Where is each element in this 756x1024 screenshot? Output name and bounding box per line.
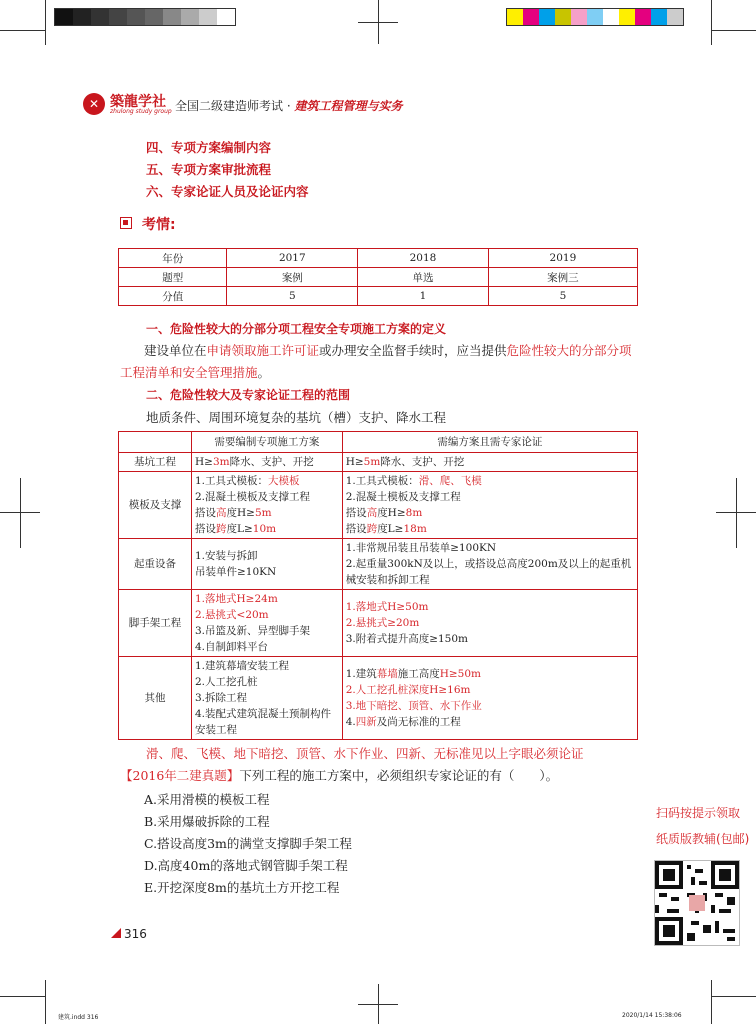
table-cell: 1.安装与拆卸 吊装单件≥10KN — [192, 539, 343, 590]
brand-subtitle: zhulong study group — [110, 108, 172, 115]
crop-mark — [45, 0, 46, 45]
table-header — [119, 432, 192, 453]
category-cell: 模板及支撑 — [119, 472, 192, 539]
table-cell: H≥5m降水、支护、开挖 — [342, 453, 637, 472]
table-row — [119, 539, 638, 590]
table-row — [119, 453, 638, 472]
brand-logo-icon: ✕ — [83, 93, 105, 115]
table-header: 需要编制专项施工方案 — [192, 432, 343, 453]
category-cell: 脚手架工程 — [119, 590, 192, 657]
header-title — [175, 97, 402, 114]
qr-prompt-line2: 纸质版教辅(包邮) — [656, 832, 750, 846]
table-row — [119, 287, 638, 306]
section-heading: 二、危险性较大及专家论证工程的范围 — [146, 388, 351, 402]
table-cell: 1.非常规吊装且吊装单≥100KN 2.起重量300kN及以上，或搭设总高度200m及以上的起重机械安装和拆卸工程 — [342, 539, 637, 590]
table-cell: 年份 — [119, 249, 227, 268]
table-cell: 1.工具式模板：大模板 2.混凝土模板及支撑工程 搭设高度H≥5m 搭设跨度L≥10m — [192, 472, 343, 539]
table-row — [119, 268, 638, 287]
table-cell: 1.建筑幕墙施工高度H≥50m 2.人工挖孔桩深度H≥16m 3.地下暗挖、顶管、水下作业 4.四新及尚无标准的工程 — [342, 657, 637, 740]
crop-mark — [711, 0, 712, 45]
crop-mark — [0, 30, 45, 31]
exam-stats-table — [118, 248, 638, 306]
page-marker-icon — [111, 928, 121, 938]
option-item: A.采用滑模的模板工程 — [144, 792, 270, 807]
table-cell: 题型 — [119, 268, 227, 287]
table-cell: H≥3m降水、支护、开挖 — [192, 453, 343, 472]
kaoqing-label: 考情: — [142, 217, 176, 233]
option-item: E.开挖深度8m的基坑土方开挖工程 — [144, 880, 340, 895]
crop-mark — [711, 996, 756, 997]
registration-mark — [358, 22, 398, 23]
table-header-row — [119, 432, 638, 453]
table-cell: 案例 — [227, 268, 358, 287]
section-subtitle: 地质条件、周围环境复杂的基坑（槽）支护、降水工程 — [146, 410, 447, 425]
table-row — [119, 472, 638, 539]
category-cell: 起重设备 — [119, 539, 192, 590]
table-cell: 2018 — [358, 249, 489, 268]
option-item: D.高度40m的落地式钢管脚手架工程 — [144, 858, 348, 873]
registration-mark — [358, 1004, 398, 1005]
toc-item: 五、专项方案审批流程 — [146, 162, 272, 177]
crop-mark — [0, 996, 45, 997]
table-cell: 1 — [358, 287, 489, 306]
question-stem: 【2016年二建真题】下列工程的施工方案中，必须组织专家论证的有（ ）。 — [120, 768, 559, 783]
table-cell: 1.工具式模板：滑、爬、飞模 2.混凝土模板及支撑工程 搭设高度H≥8m 搭设跨度L≥18m — [342, 472, 637, 539]
header-exam: 全国二级建造师考试 · — [175, 99, 291, 113]
option-item: B.采用爆破拆除的工程 — [144, 814, 270, 829]
table-cell: 单选 — [358, 268, 489, 287]
qr-code-icon[interactable] — [654, 860, 740, 946]
table-row — [119, 249, 638, 268]
footer-file: 建筑.indd 316 — [58, 1014, 99, 1021]
brand-name: 築龍学社 — [110, 94, 166, 110]
table-cell: 案例三 — [488, 268, 637, 287]
footer-timestamp: 2020/1/14 15:38:06 — [622, 1012, 682, 1019]
table-cell: 2019 — [488, 249, 637, 268]
section-marker-icon — [120, 217, 132, 229]
table-cell: 分值 — [119, 287, 227, 306]
table-cell: 5 — [488, 287, 637, 306]
toc-item: 四、专项方案编制内容 — [146, 140, 272, 155]
qr-prompt-line1: 扫码按提示领取 — [656, 806, 741, 820]
table-header: 需编方案且需专家论证 — [342, 432, 637, 453]
crop-mark — [45, 980, 46, 1024]
table-cell: 1.建筑幕墙安装工程 2.人工挖孔桩 3.拆除工程 4.装配式建筑混凝土预制构件安装工程 — [192, 657, 343, 740]
crop-mark — [711, 980, 712, 1024]
question-tag: 【2016年二建真题】 — [120, 768, 240, 783]
registration-mark — [736, 478, 737, 548]
section-heading: 一、危险性较大的分部分项工程安全专项施工方案的定义 — [146, 322, 447, 336]
table-cell: 1.落地式H≥24m 2.悬挑式<20m 3.吊篮及新、异型脚手架 4.自制卸料平台 — [192, 590, 343, 657]
table-cell: 5 — [227, 287, 358, 306]
header-subject: 建筑工程管理与实务 — [294, 99, 403, 113]
toc-item: 六、专家论证人员及论证内容 — [146, 184, 309, 199]
table-cell: 1.落地式H≥50m 2.悬挑式≥20m 3.附着式提升高度≥150m — [342, 590, 637, 657]
crop-mark — [711, 30, 756, 31]
category-cell: 基坑工程 — [119, 453, 192, 472]
registration-mark — [20, 478, 21, 548]
cmyk-color-bar — [506, 8, 684, 26]
scope-table — [118, 431, 638, 740]
table-row — [119, 657, 638, 740]
option-item: C.搭设高度3m的满堂支撑脚手架工程 — [144, 836, 352, 851]
table-row — [119, 590, 638, 657]
category-cell: 其他 — [119, 657, 192, 740]
table-cell: 2017 — [227, 249, 358, 268]
gray-color-bar — [54, 8, 236, 26]
definition-paragraph: 建设单位在申请领取施工许可证或办理安全监督手续时，应当提供危险性较大的分部分项工程清单和安全管理措施。 — [120, 343, 632, 380]
page-number: 316 — [124, 927, 147, 941]
mnemonic-note: 滑、爬、飞模、地下暗挖、顶管、水下作业、四新、无标准见以上字眼必须论证 — [146, 746, 584, 761]
